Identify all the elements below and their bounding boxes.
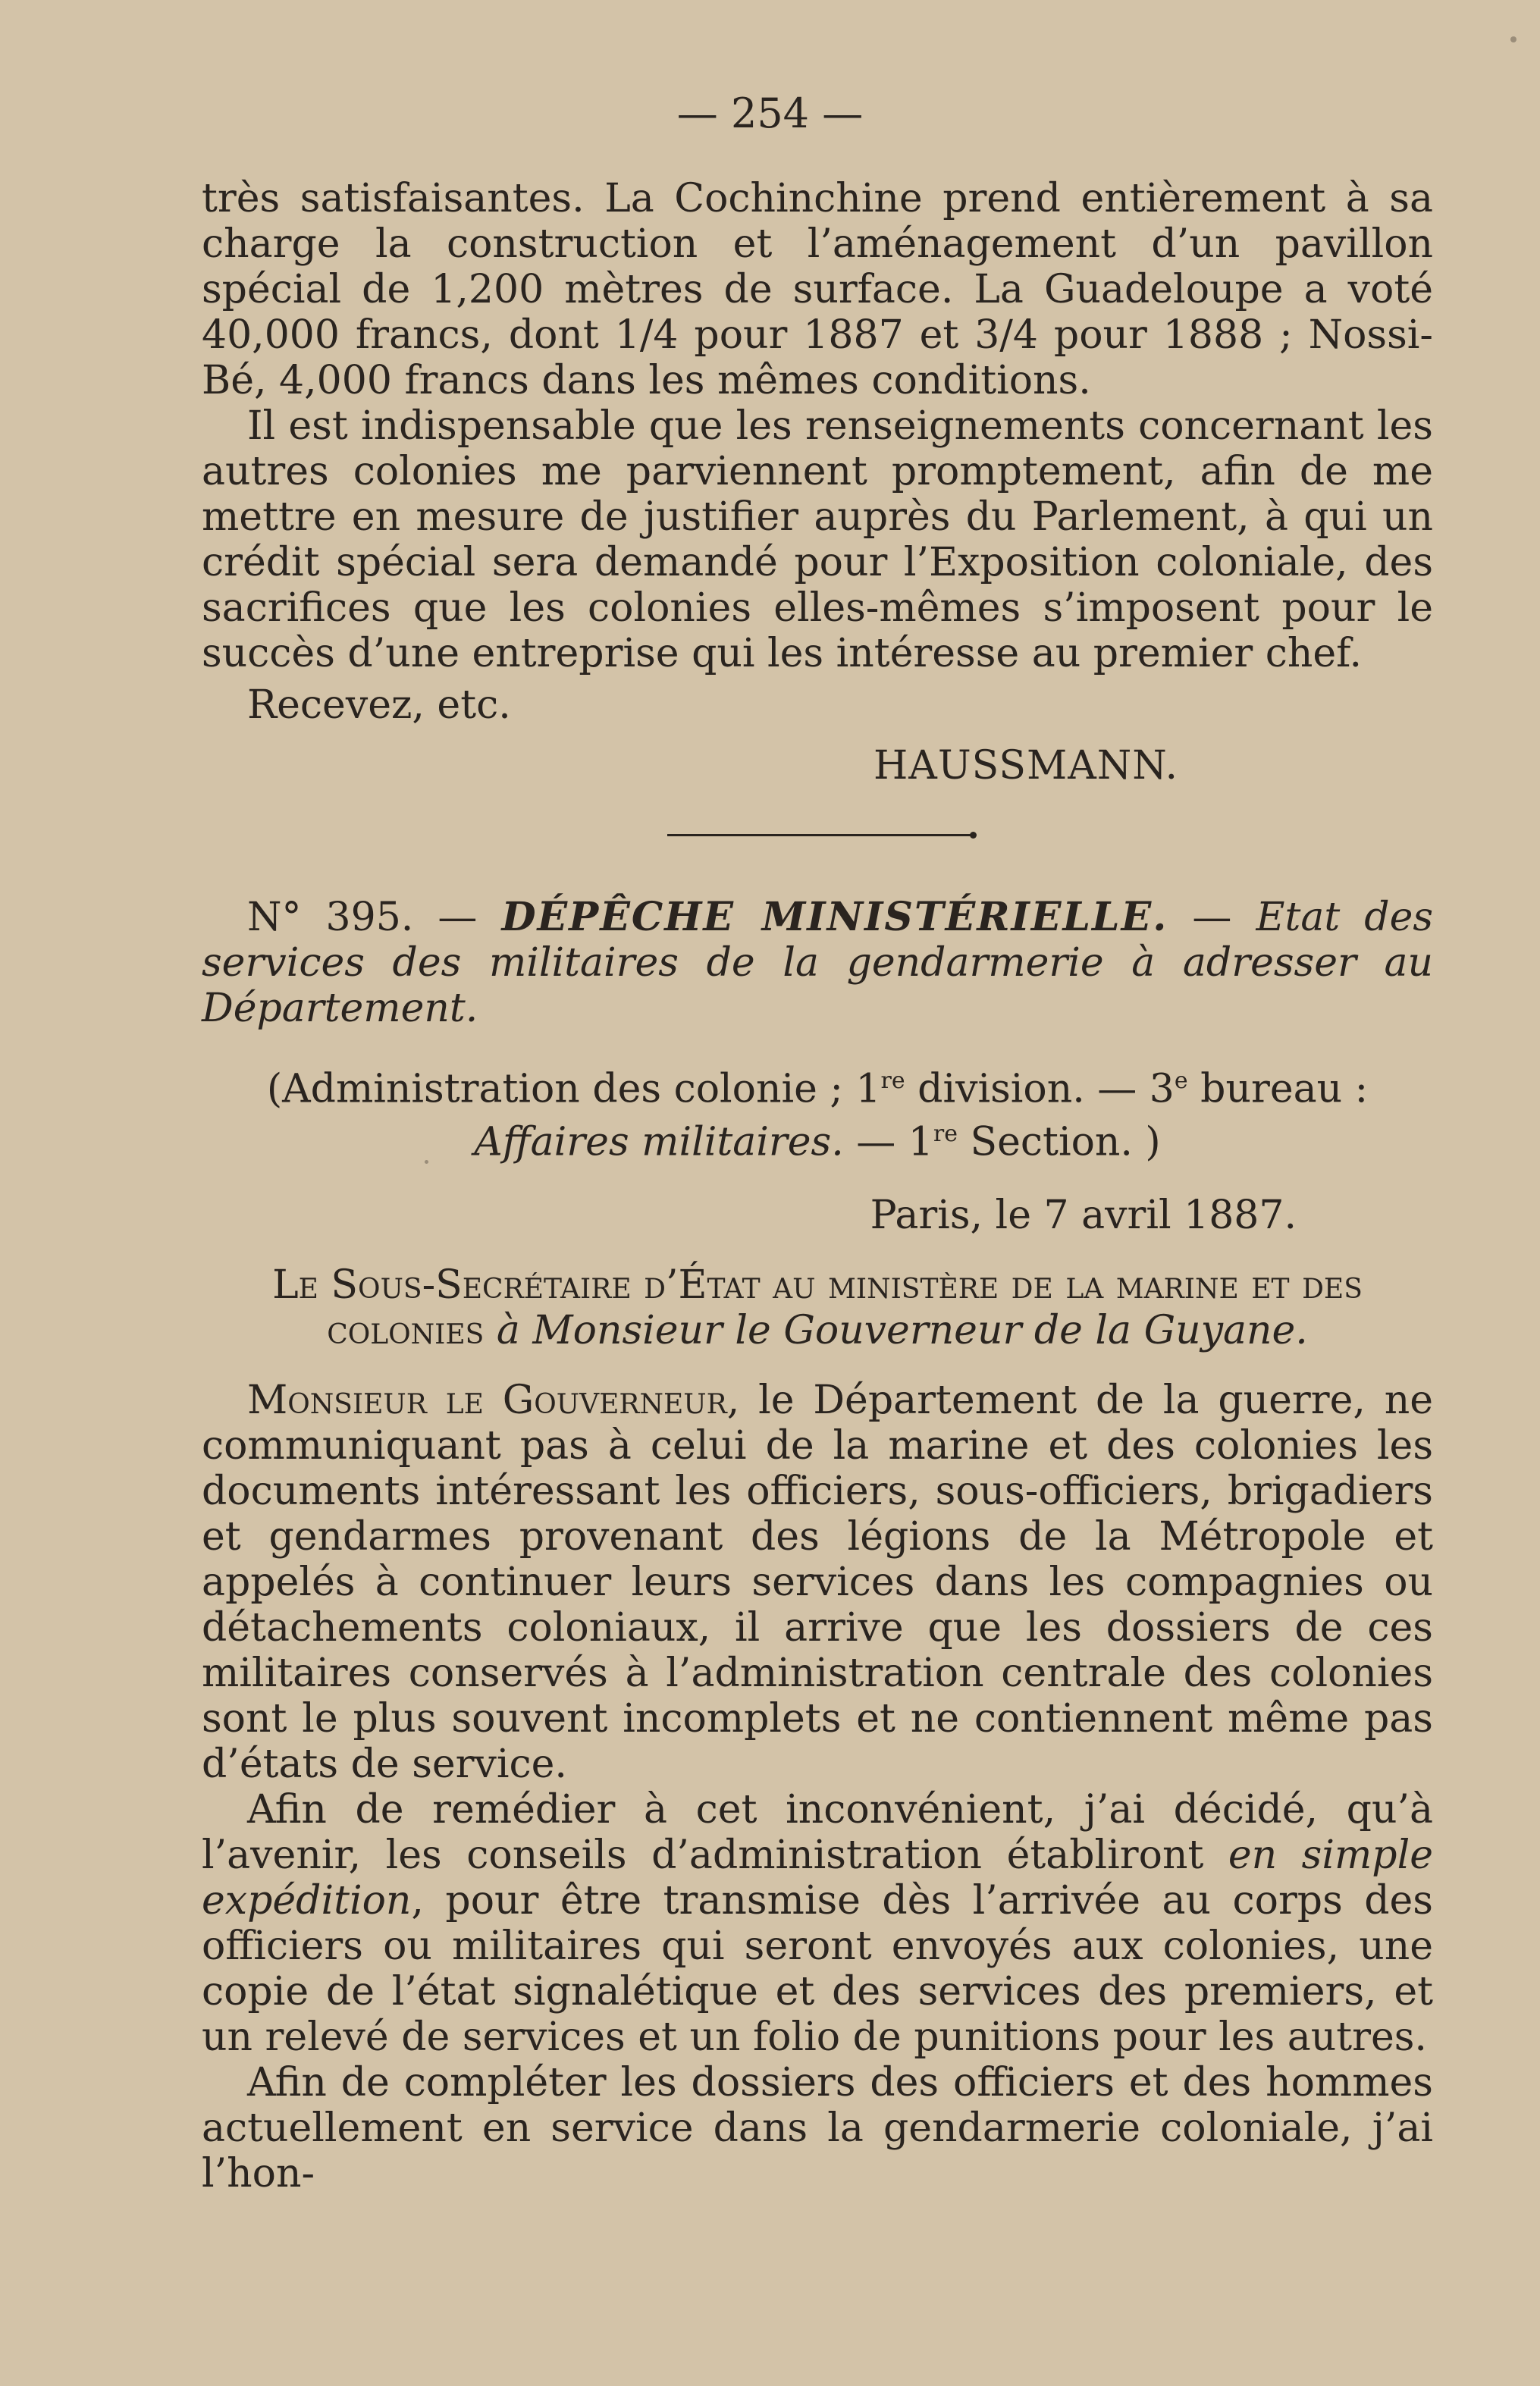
administration-line: (Administration des colonie ; 1re division. — 3e bureau : Affaires militaires. — 1re Section. ) [266,1066,1369,1165]
closing-formula: Recevez, etc. [247,682,511,728]
salutation: Monsieur le Gouverneur, [247,1377,740,1423]
dispatch-body-1: Monsieur le Gouverneur, le Département de la guerre, ne communiquant pas à celui de la marine et des colonies les documents intéressant les officiers, sous-officiers, brigadiers et gendarmes provenant des légions de la Métropole et appelés à continuer leurs services dans les compagnies ou détachements coloniaux, il arrive que les dossiers de ces militaires conservés à l’administration centrale des colonies sont le plus souvent incomplets et ne contiennent même pas d’états de service. [202,1377,1433,1787]
letter-continuation [202,176,1433,789]
dispatch-body-3: Afin de compléter les dossiers des officiers et des hommes actuellement en service dans la gendarmerie coloniale, j’ai l’hon- [202,2059,1433,2196]
paper-blemish [1510,36,1516,42]
paper-blemish [425,1160,428,1164]
dispatch-number: N° 395. — [247,895,478,940]
dispatch-subject: Etat des services des militaires de la gendarmerie à adresser au Département. [202,895,1434,1031]
dispatch-address: Le Sous-Secrétaire d’État au ministère de la marine et des colonies à Monsieur le Gouverneur de la Guyane. [272,1262,1363,1353]
dispatch-body-2: Afin de remédier à cet inconvénient, j’ai décidé, qu’à l’avenir, les conseils d’administration établiront en simple expédition, pour être transmise dès l’arrivée au corps des officiers ou militaires qui seront envoyés aux colonies, une copie de l’état signalétique et des services des premiers, et un relevé de services et un folio de punitions pour les autres. [202,1786,1434,2060]
dispatch-dash: — [1192,895,1232,940]
paragraph-2: Il est indispensable que les renseignements concernant les autres colonies me parviennent promptement, afin de me mettre en mesure de justifier auprès du Parlement, à qui un crédit spécial sera demandé pour l’Exposition coloniale, des sacrifices que les colonies elles-mêmes s’imposent pour le succès d’une entreprise qui les intéresse au premier chef. [202,403,1433,676]
dispatch-type: DÉPÊCHE MINISTÉRIELLE. [501,894,1168,940]
signature: HAUSSMANN. [873,743,1178,789]
page-number: — 254 — [676,89,864,137]
separator-dot [970,832,977,839]
section-separator [667,834,972,836]
dispatch-date: Paris, le 7 avril 1887. [870,1192,1297,1238]
paragraph-1: très satisfaisantes. La Cochinchine prend entièrement à sa charge la construction et l’aménagement d’un pavillon spécial de 1,200 mètres de surface. La Guadeloupe a voté 40,000 francs, dont 1/4 pour 1887 et 3/4 pour 1888 ; Nossi-Bé, 4,000 francs dans les mêmes conditions. [202,176,1433,403]
dispatch-395 [202,895,1433,2196]
dispatch-heading [202,895,1433,1031]
